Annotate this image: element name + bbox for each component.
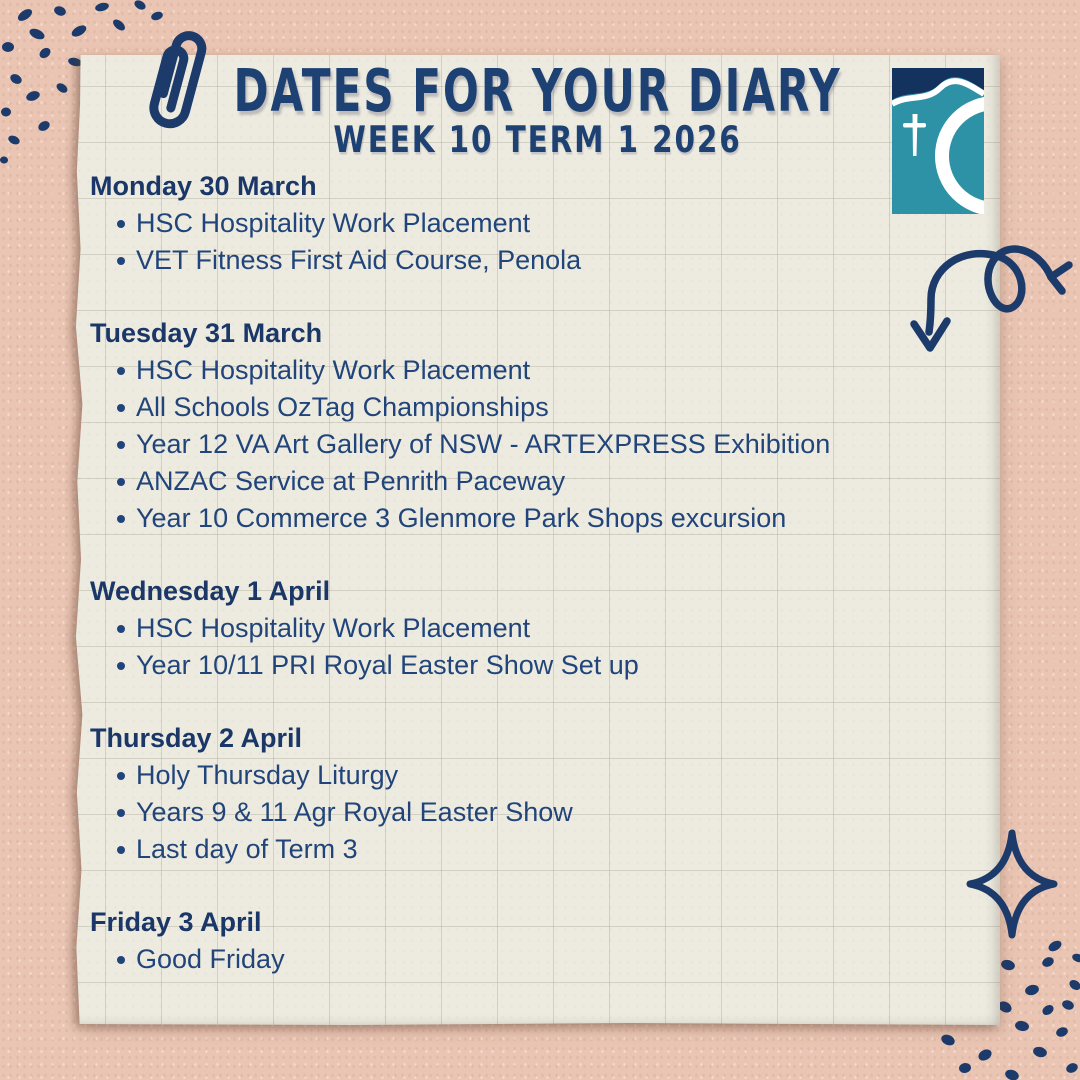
event-item (90, 831, 970, 868)
bullet-dot-icon (117, 404, 125, 412)
event-item-text: ANZAC Service at Penrith Paceway (136, 466, 566, 496)
bullet-dot-icon (117, 478, 125, 486)
bullet-dot-icon (117, 809, 125, 817)
bullet-dot-icon (117, 367, 125, 375)
bullet-dot-icon (117, 515, 125, 523)
bullet-dot-icon (117, 662, 125, 670)
event-item-text: Last day of Term 3 (136, 834, 358, 864)
day-section-1 (90, 315, 970, 537)
event-item (90, 794, 970, 831)
event-item-text: HSC Hospitality Work Placement (136, 355, 531, 385)
day-heading: Thursday 2 April (90, 723, 303, 753)
day-items (90, 352, 970, 537)
event-item (90, 205, 970, 242)
event-item (90, 426, 970, 463)
day-items (90, 757, 970, 868)
bullet-dot-icon (117, 846, 125, 854)
event-item-text: Holy Thursday Liturgy (136, 760, 399, 790)
sparkle-icon (966, 828, 1058, 940)
event-item (90, 647, 970, 684)
event-item-text: All Schools OzTag Championships (136, 392, 549, 422)
poster-subtitle: WEEK 10 TERM 1 2026 (333, 119, 742, 162)
day-heading: Monday 30 March (90, 171, 317, 201)
day-heading: Wednesday 1 April (90, 576, 331, 606)
event-item (90, 352, 970, 389)
day-section-2 (90, 573, 970, 684)
events-list (90, 168, 970, 1014)
day-heading: Tuesday 31 March (90, 318, 323, 348)
event-item (90, 941, 970, 978)
poster-title: DATES FOR YOUR DIARY (233, 56, 842, 126)
day-items (90, 941, 970, 978)
event-item-text: Year 10/11 PRI Royal Easter Show Set up (136, 650, 639, 680)
day-items (90, 610, 970, 684)
event-item (90, 463, 970, 500)
day-section-4 (90, 904, 970, 978)
day-section-0 (90, 168, 970, 279)
event-item-text: HSC Hospitality Work Placement (136, 613, 531, 643)
event-item (90, 610, 970, 647)
event-item-text: Year 10 Commerce 3 Glenmore Park Shops excursion (136, 503, 787, 533)
event-item-text: Year 12 VA Art Gallery of NSW - ARTEXPRESS Exhibition (136, 429, 831, 459)
event-item (90, 757, 970, 794)
day-section-3 (90, 720, 970, 868)
bullet-dot-icon (117, 220, 125, 228)
event-item-text: Good Friday (136, 944, 285, 974)
event-item-text: Years 9 & 11 Agr Royal Easter Show (136, 797, 573, 827)
day-items (90, 205, 970, 279)
bullet-dot-icon (117, 441, 125, 449)
school-crest-logo (892, 68, 984, 214)
bullet-dot-icon (117, 956, 125, 964)
curly-arrow-icon (903, 233, 1075, 363)
event-item (90, 500, 970, 537)
event-item (90, 389, 970, 426)
event-item-text: VET Fitness First Aid Course, Penola (136, 245, 582, 275)
event-item-text: HSC Hospitality Work Placement (136, 208, 531, 238)
bullet-dot-icon (117, 772, 125, 780)
bullet-dot-icon (117, 257, 125, 265)
event-item (90, 242, 970, 279)
bullet-dot-icon (117, 625, 125, 633)
day-heading: Friday 3 April (90, 907, 262, 937)
